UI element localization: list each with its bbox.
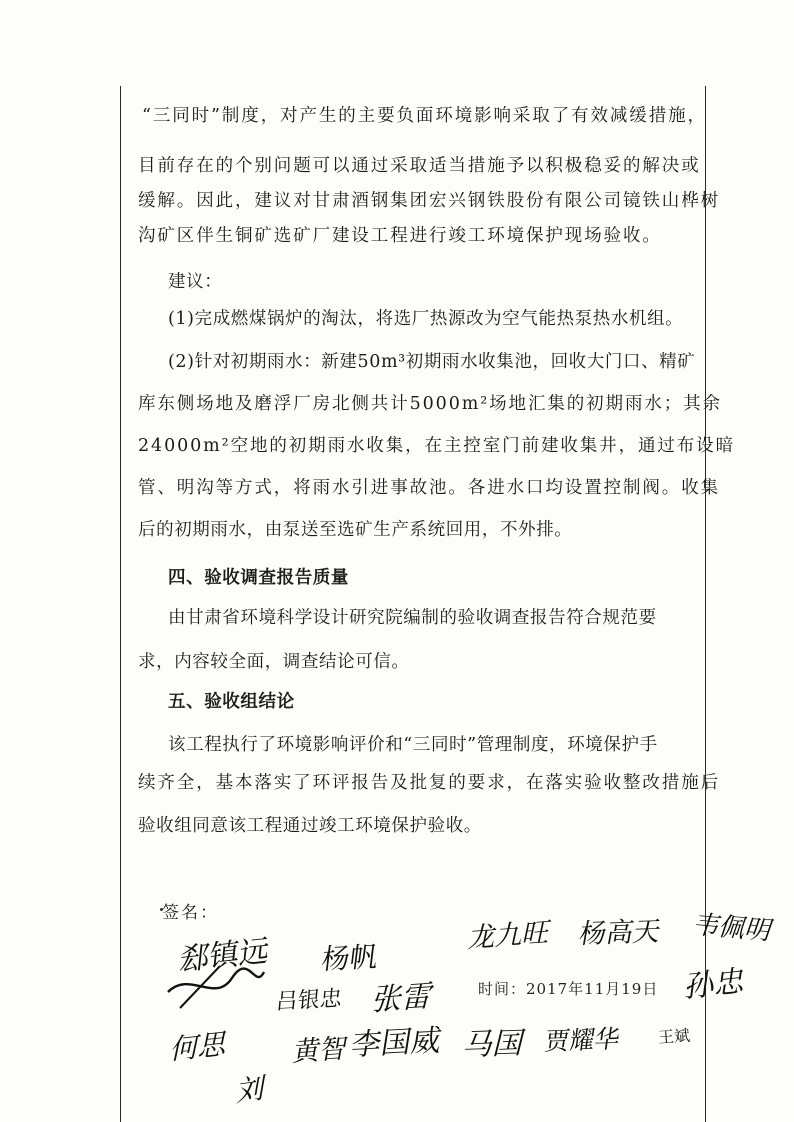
text-line: 由甘肃省环境科学设计研究院编制的验收调查报告符合规范要 (168, 608, 657, 628)
handwritten-signature: 吕银忠 (274, 986, 343, 1016)
handwritten-signature: 贾耀华 (542, 1024, 622, 1057)
signature-label: 签名： (162, 903, 219, 923)
suggestion-item-2-line: 库东侧场地及磨浮厂房北侧共计5000m²场地汇集的初期雨水；其余 (138, 394, 722, 414)
handwritten-signature: 郄镇远 (177, 933, 272, 979)
suggestion-item-2-line: 后的初期雨水，由泵送至选矿生产系统回用，不外排。 (138, 520, 573, 540)
handwritten-signature: 王斌 (657, 1025, 691, 1047)
text-line: 目前存在的个别问题可以通过采取适当措施予以积极稳妥的解决或 (138, 156, 701, 176)
sign-date: 时间：2017年11月19日 (478, 980, 659, 998)
handwritten-signature: 龙九旺 (465, 917, 554, 955)
handwritten-signature: 马国 (459, 1025, 529, 1064)
handwritten-signature: 孙忠 (682, 963, 748, 1006)
text-line: 该工程执行了环境影响评价和“三同时”管理制度，环境保护手 (168, 735, 658, 755)
suggestion-label: 建议： (168, 272, 223, 292)
handwritten-signature: 张雷 (368, 978, 438, 1019)
handwritten-signature: 李国威 (348, 1023, 445, 1064)
handwritten-signature: 杨帆 (319, 939, 380, 977)
suggestion-item-1: (1)完成燃煤锅炉的淘汰，将选厂热源改为空气能热泵热水机组。 (168, 309, 684, 329)
signature-scribble (160, 960, 270, 1020)
text-line: 验收组同意该工程通过竣工环境保护验收。 (138, 816, 482, 836)
text-line: “三同时”制度，对产生的主要负面环境影响采取了有效减缓措施， (142, 106, 707, 126)
handwritten-signature: 何思 (168, 1026, 231, 1067)
handwritten-signature: 韦佩明 (689, 910, 777, 947)
handwritten-signature: 杨高天 (576, 916, 664, 951)
suggestion-item-2-line: 管、明沟等方式，将雨水引进事故池。各进水口均设置控制阀。收集 (138, 478, 720, 498)
section-heading: 四、验收调查报告质量 (168, 568, 349, 588)
text-line: 续齐全，基本落实了环评报告及批复的要求，在落实验收整改措施后 (138, 773, 720, 793)
text-line: 缓解。因此，建议对甘肃酒钢集团宏兴钢铁股份有限公司镜铁山桦树 (138, 191, 720, 211)
handwritten-signature: 黄智 (290, 1033, 351, 1069)
text-line: 求，内容较全面，调查结论可信。 (138, 652, 410, 672)
section-heading: 五、验收组结论 (168, 692, 295, 712)
text-line: 沟矿区伴生铜矿选矿厂建设工程进行竣工环境保护现场验收。 (138, 226, 662, 246)
suggestion-item-2-line: (2)针对初期雨水：新建50m³初期雨水收集池，回收大门口、精矿 (168, 352, 696, 372)
handwritten-signature: 刘 (234, 1070, 269, 1109)
suggestion-item-2-line: 24000m²空地的初期雨水收集，在主控室门前建收集井，通过布设暗 (138, 436, 735, 456)
